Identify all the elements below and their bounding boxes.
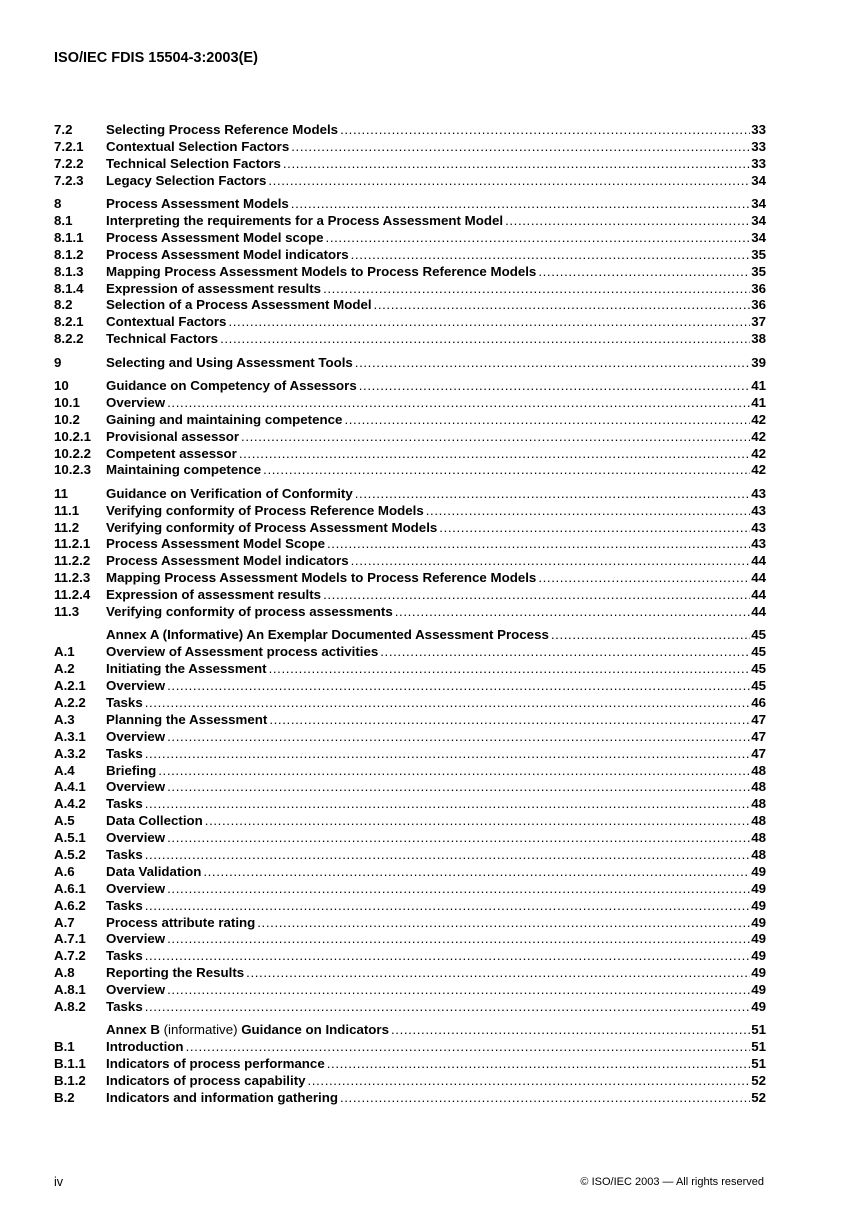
toc-entry-title: Initiating the Assessment [106,661,267,677]
toc-entry-title [106,1022,389,1039]
dot-leader [289,196,750,213]
dot-leader [255,915,750,932]
toc-entry-title: Gaining and maintaining competence [106,411,343,427]
dot-leader [353,355,750,372]
toc-entry-page: 39 [751,354,766,370]
toc-entry-title: Indicators of process capability [106,1073,306,1089]
toc-entry-title: Expression of assessment results [106,280,322,296]
toc-entry-number: A.2 [54,661,75,677]
toc-entry[interactable] [54,412,766,429]
toc-entry[interactable] [54,965,766,982]
toc-entry[interactable] [54,1022,766,1039]
dot-leader [143,796,750,813]
toc-entry-title: Reporting the Results [106,965,245,981]
toc-entry-page: 33 [751,155,766,171]
toc-entry-title: Process Assessment Model indicators [106,246,349,262]
dot-leader [165,982,750,999]
toc-entry-number: 10.2.2 [54,445,91,461]
toc-entry-title: Tasks [106,847,143,863]
dot-leader [437,520,750,537]
toc-entry-page: 42 [751,411,766,427]
toc-entry[interactable] [54,712,766,729]
toc-entry[interactable] [54,982,766,999]
toc-entry-title: Contextual Selection Factors [106,138,290,154]
toc-entry-number: A.7.2 [54,948,86,964]
dot-leader [143,898,750,915]
toc-entry-number: A.4.1 [54,779,86,795]
toc-entry[interactable] [54,230,766,247]
toc-entry-page: 43 [751,519,766,535]
toc-entry[interactable] [54,520,766,537]
dot-leader [266,173,750,190]
toc-entry-page: 47 [751,711,766,727]
toc-entry-page: 36 [751,280,766,296]
toc-entry[interactable] [54,173,766,190]
toc-entry-page: 49 [751,880,766,896]
toc-entry-page: 49 [751,931,766,947]
toc-entry-title: Overview [106,394,166,410]
toc-entry-number: A.3.2 [54,745,86,761]
toc-entry[interactable] [54,156,766,173]
toc-entry-title: Overview [106,779,166,795]
toc-entry-number: 10.2.1 [54,428,91,444]
toc-entry-page: 44 [751,570,766,586]
toc-entry[interactable] [54,763,766,780]
toc-entry[interactable] [54,746,766,763]
dot-leader [226,314,750,331]
toc-entry-page: 48 [751,813,766,829]
dot-leader [165,931,750,948]
toc-entry-page: 43 [751,536,766,552]
toc-entry-title-part: Guidance on Indicators [241,1022,389,1038]
toc-entry-title: Interpreting the requirements for a Process Assessment Model [106,212,504,228]
toc-entry-number: A.5.1 [54,830,86,846]
toc-entry-page: 34 [751,196,766,212]
toc-entry[interactable] [54,314,766,331]
toc-entry-number: 11.3 [54,604,80,620]
toc-entry-number: 8.1.4 [54,280,84,296]
toc-entry[interactable] [54,948,766,965]
toc-entry-page: 48 [751,762,766,778]
toc-entry-page: 52 [751,1089,766,1105]
toc-entry[interactable] [54,729,766,746]
dot-leader [281,156,750,173]
toc-entry-number: A.3.1 [54,728,86,744]
toc-entry-page: 49 [751,965,766,981]
dot-leader [143,695,750,712]
dot-leader [393,604,750,621]
toc-entry[interactable] [54,915,766,932]
toc-entry[interactable] [54,264,766,281]
toc-entry-title: Overview [106,982,166,998]
toc-entry[interactable] [54,139,766,156]
toc-entry-number: 8.1.1 [54,229,84,245]
dot-leader [267,661,750,678]
toc-entry-title: Guidance on Competency of Assessors [106,377,357,393]
dot-leader [338,1090,750,1107]
toc-entry-title: Verifying conformity of Process Assessment Models [106,519,438,535]
toc-entry[interactable] [54,604,766,621]
toc-entry[interactable] [54,847,766,864]
toc-entry-number: A.6.1 [54,880,86,896]
toc-entry-page: 34 [751,229,766,245]
toc-entry-title: Technical Selection Factors [106,155,281,171]
toc-entry-number: B.1.1 [54,1056,86,1072]
toc-entry-number: 9 [54,354,62,370]
toc-entry-page: 41 [751,394,766,410]
toc-entry-page: 38 [751,331,766,347]
toc-entry-number: 10.2 [54,411,80,427]
toc-entry-page: 51 [751,1056,766,1072]
toc-group [54,355,766,372]
dot-leader [353,486,750,503]
toc-entry[interactable] [54,1073,766,1090]
toc-entry[interactable] [54,931,766,948]
toc-entry-title: Mapping Process Assessment Models to Process Reference Models [106,263,537,279]
toc-entry[interactable] [54,503,766,520]
toc-entry-page: 48 [751,779,766,795]
toc-entry-number: 8.2.2 [54,331,84,347]
toc-entry-title: Data Collection [106,813,203,829]
dot-leader [325,1056,750,1073]
toc-entry-page: 45 [751,644,766,660]
toc-entry-number: 10.2.3 [54,462,91,478]
toc-entry-title: Expression of assessment results [106,587,322,603]
toc-entry-page: 49 [751,948,766,964]
toc-entry[interactable] [54,813,766,830]
toc-entry-page: 49 [751,982,766,998]
toc-entry-title: Maintaining competence [106,462,262,478]
toc-entry[interactable] [54,429,766,446]
toc-entry-number: 8.2 [54,297,73,313]
dot-leader [321,587,750,604]
dot-leader [165,779,750,796]
toc-entry-number: A.8.1 [54,982,86,998]
toc-entry-page: 33 [751,138,766,154]
toc-entry-title: Planning the Assessment [106,711,268,727]
document-id-header: ISO/IEC FDIS 15504-3:2003(E) [54,50,258,66]
toc-entry-title: Overview [106,830,166,846]
dot-leader [342,412,750,429]
toc-entry-page: 48 [751,796,766,812]
toc-entry-number: A.1 [54,644,75,660]
toc-group [54,196,766,348]
toc-entry-page: 51 [751,1039,766,1055]
toc-entry-title: Overview [106,931,166,947]
toc-entry-title: Tasks [106,745,143,761]
toc-entry[interactable] [54,1039,766,1056]
toc-entry-number: A.4 [54,762,75,778]
toc-entry-page: 44 [751,587,766,603]
dot-leader [203,813,750,830]
dot-leader [165,830,750,847]
toc-entry[interactable] [54,881,766,898]
dot-leader [165,395,750,412]
dot-leader [338,122,750,139]
toc-entry[interactable] [54,536,766,553]
dot-leader [239,429,750,446]
table-of-contents [54,122,766,1113]
dot-leader [349,553,750,570]
toc-entry-number: 8.1.2 [54,246,84,262]
toc-entry-page: 45 [751,661,766,677]
dot-leader [244,965,750,982]
toc-entry[interactable] [54,678,766,695]
dot-leader [549,627,750,644]
toc-entry-page: 34 [751,172,766,188]
toc-entry-page: 49 [751,914,766,930]
toc-entry-title: Selecting Process Reference Models [106,122,339,137]
dot-leader [349,247,750,264]
copyright-notice: © ISO/IEC 2003 — All rights reserved [580,1176,764,1188]
toc-entry-title: Provisional assessor [106,428,240,444]
toc-entry-number: 7.2 [54,122,73,137]
toc-entry-page: 45 [751,678,766,694]
toc-entry[interactable] [54,446,766,463]
toc-entry-number: 11.2.4 [54,587,91,603]
toc-entry[interactable] [54,695,766,712]
toc-entry-title: Selecting and Using Assessment Tools [106,354,353,370]
toc-entry[interactable] [54,1090,766,1107]
toc-entry-title: Briefing [106,762,157,778]
toc-entry-number: 11 [54,485,69,501]
toc-entry-page: 52 [751,1073,766,1089]
dot-leader [306,1073,750,1090]
toc-entry[interactable] [54,486,766,503]
toc-entry-title: Verifying conformity of Process Reference Models [106,502,424,518]
toc-group [54,1022,766,1106]
dot-leader [165,881,750,898]
dot-leader [237,446,750,463]
dot-leader [165,729,750,746]
toc-entry[interactable] [54,247,766,264]
dot-leader [324,230,750,247]
toc-entry-title: Introduction [106,1039,184,1055]
toc-entry-title: Verifying conformity of process assessments [106,604,393,620]
dot-leader [536,570,750,587]
toc-entry-title: Tasks [106,796,143,812]
toc-entry-title: Process Assessment Model Scope [106,536,325,552]
dot-leader [143,948,750,965]
toc-entry-page: 37 [751,314,766,330]
toc-entry-title: Overview [106,880,166,896]
toc-entry-number: A.2.2 [54,695,86,710]
toc-entry-page: 49 [751,863,766,879]
toc-entry[interactable] [54,587,766,604]
toc-entry[interactable] [54,122,766,139]
toc-entry-title: Indicators of process performance [106,1056,325,1072]
dot-leader [201,864,750,881]
toc-entry[interactable] [54,213,766,230]
dot-leader [218,331,750,348]
toc-entry-number: A.7.1 [54,931,86,947]
toc-entry-number: B.1.2 [54,1073,86,1089]
toc-entry-title-part: (informative) [159,1022,242,1038]
toc-entry-number: 10.1 [54,394,80,410]
toc-entry-title: Process Assessment Model indicators [106,553,349,569]
toc-entry[interactable] [54,644,766,661]
toc-entry-number: A.6.2 [54,897,86,913]
toc-group [54,486,766,621]
dot-leader [289,139,750,156]
toc-entry[interactable] [54,830,766,847]
toc-entry-number: A.8.2 [54,999,86,1015]
dot-leader [143,746,750,763]
toc-entry-number: 7.2.2 [54,155,84,171]
toc-entry[interactable] [54,553,766,570]
page-number: iv [54,1175,64,1189]
toc-entry[interactable] [54,999,766,1016]
toc-entry-number: A.8 [54,965,75,981]
toc-entry-page: 35 [751,246,766,262]
toc-group [54,122,766,190]
toc-entry-number: 11.2.3 [54,570,91,586]
toc-entry-number: 7.2.1 [54,138,84,154]
toc-entry-page: 48 [751,830,766,846]
toc-entry-number: B.2 [54,1089,75,1105]
toc-entry-number: 11.2.1 [54,536,91,552]
toc-entry-page: 47 [751,745,766,761]
toc-entry-title-part: Annex B [106,1022,160,1038]
dot-leader [321,281,750,298]
dot-leader [261,462,750,479]
toc-entry-title: Selection of a Process Assessment Model [106,297,372,313]
toc-entry[interactable] [54,462,766,479]
toc-entry[interactable] [54,297,766,314]
toc-entry-number: A.5.2 [54,847,86,863]
toc-entry-title: Tasks [106,897,143,913]
toc-entry-title: Annex A (Informative) An Exemplar Documented Assessment Process [106,627,549,643]
dot-leader [536,264,750,281]
dot-leader [143,847,750,864]
toc-entry[interactable] [54,779,766,796]
toc-entry[interactable] [54,355,766,372]
toc-entry[interactable] [54,281,766,298]
toc-entry-page: 49 [751,897,766,913]
toc-entry-title: Tasks [106,695,143,710]
toc-entry-number: A.3 [54,711,75,727]
toc-entry-title: Competent assessor [106,445,237,461]
toc-entry-title: Data Validation [106,863,202,879]
toc-group [54,627,766,1015]
toc-group [54,378,766,479]
toc-entry-number: 8.1.3 [54,263,84,279]
toc-entry-number: A.5 [54,813,75,829]
toc-entry-page: 44 [751,604,766,620]
toc-entry-page: 35 [751,263,766,279]
toc-entry-title: Mapping Process Assessment Models to Process Reference Models [106,570,537,586]
toc-entry[interactable] [54,864,766,881]
toc-entry[interactable] [54,898,766,915]
toc-entry-page: 51 [751,1022,766,1038]
toc-entry-page: 42 [751,445,766,461]
toc-entry-page: 42 [751,428,766,444]
toc-entry-page: 45 [751,627,766,643]
toc-entry-page: 41 [751,377,766,393]
dot-leader [267,712,750,729]
dot-leader [389,1022,750,1039]
toc-entry-title: Process Assessment Model scope [106,229,324,245]
toc-entry-page: 43 [751,485,766,501]
toc-entry-number: 11.1 [54,502,80,518]
toc-entry[interactable] [54,331,766,348]
dot-leader [143,999,750,1016]
toc-entry[interactable] [54,661,766,678]
toc-entry-title: Overview [106,728,166,744]
toc-entry-page: 34 [751,212,766,228]
toc-entry-number: A.7 [54,914,75,930]
toc-entry-page: 47 [751,728,766,744]
toc-entry-number: A.2.1 [54,678,86,694]
toc-entry-number: A.6 [54,863,75,879]
toc-entry-number: 10 [54,377,69,393]
toc-entry-page: 46 [751,695,766,710]
toc-entry-title: Process attribute rating [106,914,256,930]
toc-entry-title: Guidance on Verification of Conformity [106,485,353,501]
toc-entry[interactable] [54,395,766,412]
toc-entry-title: Legacy Selection Factors [106,172,267,188]
toc-entry[interactable] [54,1056,766,1073]
toc-entry-page: 36 [751,297,766,313]
toc-entry-title: Tasks [106,948,143,964]
toc-entry-number: A.4.2 [54,796,86,812]
toc-entry-page: 44 [751,553,766,569]
dot-leader [372,297,750,314]
toc-entry[interactable] [54,378,766,395]
toc-entry-number: 7.2.3 [54,172,84,188]
dot-leader [503,213,750,230]
dot-leader [424,503,750,520]
toc-entry-title: Technical Factors [106,331,219,347]
toc-entry[interactable] [54,196,766,213]
toc-entry-page: 42 [751,462,766,478]
toc-entry-page: 43 [751,502,766,518]
toc-entry-title: Contextual Factors [106,314,227,330]
toc-entry-number: 11.2 [54,519,80,535]
toc-entry[interactable] [54,796,766,813]
dot-leader [165,678,750,695]
toc-entry-title: Tasks [106,999,143,1015]
toc-entry-number: B.1 [54,1039,75,1055]
toc-entry-number: 8.2.1 [54,314,84,330]
toc-entry-number: 11.2.2 [54,553,91,569]
dot-leader [156,763,750,780]
toc-entry-title: Overview of Assessment process activities [106,644,379,660]
toc-entry-number: 8 [54,196,62,212]
toc-entry-number: 8.1 [54,212,73,228]
toc-entry-page: 48 [751,847,766,863]
dot-leader [378,644,750,661]
toc-entry[interactable] [54,627,766,644]
toc-entry-page: 49 [751,999,766,1015]
toc-entry-title: Process Assessment Models [106,196,289,212]
dot-leader [184,1039,750,1056]
toc-entry[interactable] [54,570,766,587]
toc-entry-page: 33 [751,122,766,137]
dot-leader [357,378,750,395]
dot-leader [325,536,750,553]
toc-entry-title: Indicators and information gathering [106,1089,338,1105]
toc-entry-title: Overview [106,678,166,694]
